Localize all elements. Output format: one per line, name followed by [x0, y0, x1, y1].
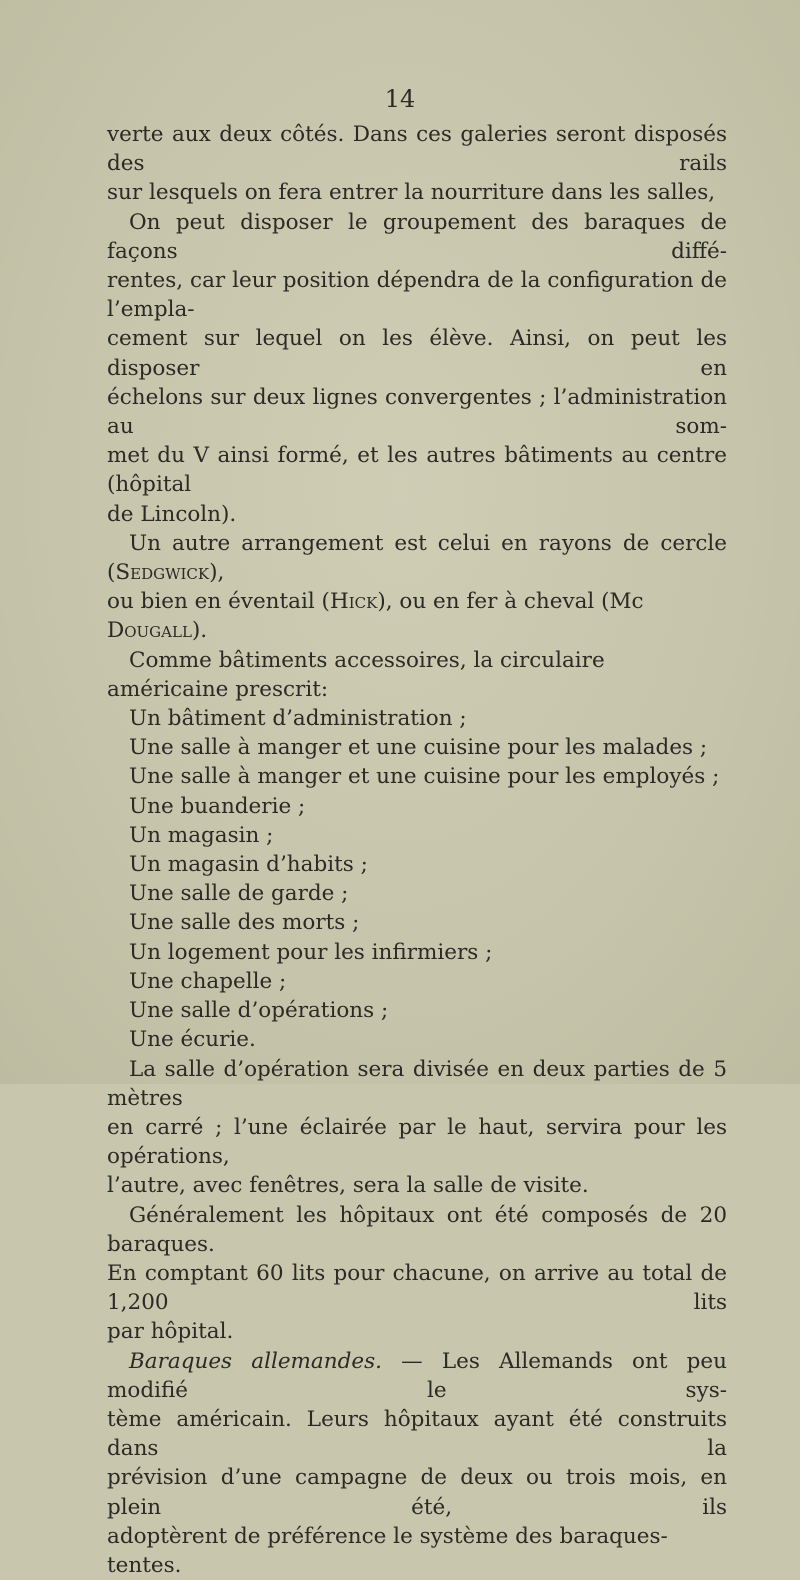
- text-line: de Lincoln).: [107, 501, 237, 527]
- text-line: par hôpital.: [107, 1319, 234, 1345]
- list-item: Une salle de garde ;: [129, 881, 349, 907]
- text-line: l’autre, avec fenêtres, sera la salle de visite.: [107, 1173, 589, 1199]
- author-name: Sedgwick: [115, 560, 210, 586]
- page-number: 14: [384, 85, 416, 113]
- text-line: En comptant 60 lits pour chacune, on arrive au total de 1,200 lits: [107, 1260, 727, 1316]
- text-run: ou bien en éventail (: [107, 589, 330, 615]
- list-item: Une salle des morts ;: [129, 910, 360, 936]
- list-item: Un bâtiment d’administration ;: [129, 706, 467, 732]
- text-run: ).: [191, 618, 208, 644]
- list-item: Un logement pour les infirmiers ;: [129, 939, 493, 965]
- text-line: On peut disposer le groupement des baraques de façons diffé-: [107, 209, 727, 264]
- list-item: Une écurie.: [129, 1027, 256, 1053]
- text-line: Généralement les hôpitaux ont été composés de 20 baraques.: [107, 1202, 727, 1257]
- text-line: sur lesquels on fera entrer la nourriture dans les salles,: [107, 180, 716, 206]
- text-line: met du V ainsi formé, et les autres bâtiments au centre (hôpital: [107, 443, 727, 498]
- building-list: [107, 704, 727, 1054]
- text-line: [107, 1347, 727, 1405]
- text-line: prévision d’une campagne de deux ou trois mois, en plein été, ils: [107, 1465, 727, 1520]
- text-line: en carré ; l’une éclairée par le haut, servira pour les opérations,: [107, 1114, 727, 1170]
- text-run: ),: [209, 560, 225, 586]
- text-line: tème américain. Leurs hôpitaux ayant été construits dans la: [107, 1406, 727, 1462]
- text-line: Comme bâtiments accessoires, la circulaire américaine prescrit:: [107, 647, 605, 702]
- section-heading: Baraques allemandes.: [129, 1348, 382, 1374]
- text-line: [107, 529, 727, 587]
- list-item: Un magasin d’habits ;: [129, 852, 368, 878]
- list-item: Une chapelle ;: [129, 968, 287, 994]
- author-name: Dougall: [107, 618, 192, 644]
- text-line: rentes, car leur position dépendra de la configuration de l’empla-: [107, 268, 727, 323]
- text-line: cement sur lequel on les élève. Ainsi, on peut les disposer en: [107, 326, 727, 381]
- list-item: Une salle à manger et une cuisine pour les malades ;: [129, 735, 708, 761]
- list-item: Un magasin ;: [129, 822, 274, 848]
- body-text: [107, 120, 727, 1580]
- list-item: Une salle à manger et une cuisine pour les employés ;: [129, 764, 720, 790]
- text-line: La salle d’opération sera divisée en deux parties de 5 mètres: [107, 1056, 727, 1111]
- text-line: verte aux deux côtés. Dans ces galeries seront disposés des rails: [107, 122, 727, 177]
- text-line: adoptèrent de préférence le système des baraques-tentes.: [107, 1523, 668, 1578]
- list-item: Une buanderie ;: [129, 793, 306, 819]
- text-run: — Les Allemands ont peu modifié le sys-: [107, 1348, 727, 1403]
- text-line: [107, 587, 727, 645]
- text-run: ), ou en fer à cheval (Mc: [377, 589, 644, 615]
- author-name: Hick: [329, 589, 378, 615]
- list-item: Une salle d’opérations ;: [129, 998, 389, 1024]
- text-line: échelons sur deux lignes convergentes ; l’administration au som-: [107, 384, 727, 440]
- text-run: Un autre arrangement est celui en rayons de cercle (: [107, 530, 727, 586]
